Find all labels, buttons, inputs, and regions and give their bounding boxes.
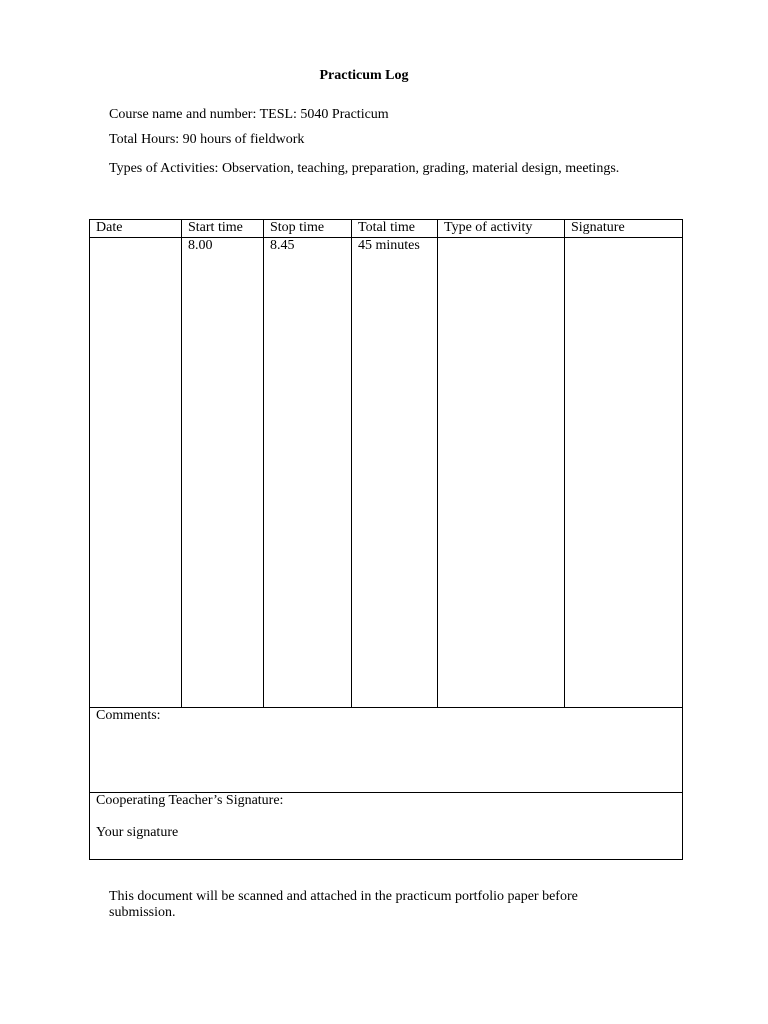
activities-line: Types of Activities: Observation, teaching, preparation, grading, material design, meetings. <box>109 161 620 176</box>
cell-total-time: 45 minutes <box>352 238 438 708</box>
header-date: Date <box>90 220 182 238</box>
cell-date <box>90 238 182 708</box>
course-line: Course name and number: TESL: 5040 Practicum <box>109 107 389 122</box>
header-total-time: Total time <box>352 220 438 238</box>
comments-label: Comments: <box>96 708 161 723</box>
cell-type-of-activity <box>438 238 565 708</box>
cooperating-teacher-signature-label: Cooperating Teacher’s Signature: <box>96 793 284 808</box>
header-start-time: Start time <box>182 220 264 238</box>
practicum-log-table <box>89 219 683 860</box>
signature-row <box>90 793 683 860</box>
header-signature: Signature <box>565 220 683 238</box>
hours-line: Total Hours: 90 hours of fieldwork <box>109 132 305 147</box>
table-row <box>90 238 683 708</box>
footer-note: This document will be scanned and attached in the practicum portfolio paper before submission. <box>109 889 578 920</box>
table-header-row <box>90 220 683 238</box>
cell-stop-time: 8.45 <box>264 238 352 708</box>
header-stop-time: Stop time <box>264 220 352 238</box>
cell-signature <box>565 238 683 708</box>
comments-row <box>90 708 683 793</box>
comments-cell <box>90 708 683 793</box>
document-title: Practicum Log <box>319 68 409 83</box>
cell-start-time: 8.00 <box>182 238 264 708</box>
your-signature-label: Your signature <box>96 825 179 840</box>
signature-cell <box>90 793 683 860</box>
header-type-of-activity: Type of activity <box>438 220 565 238</box>
